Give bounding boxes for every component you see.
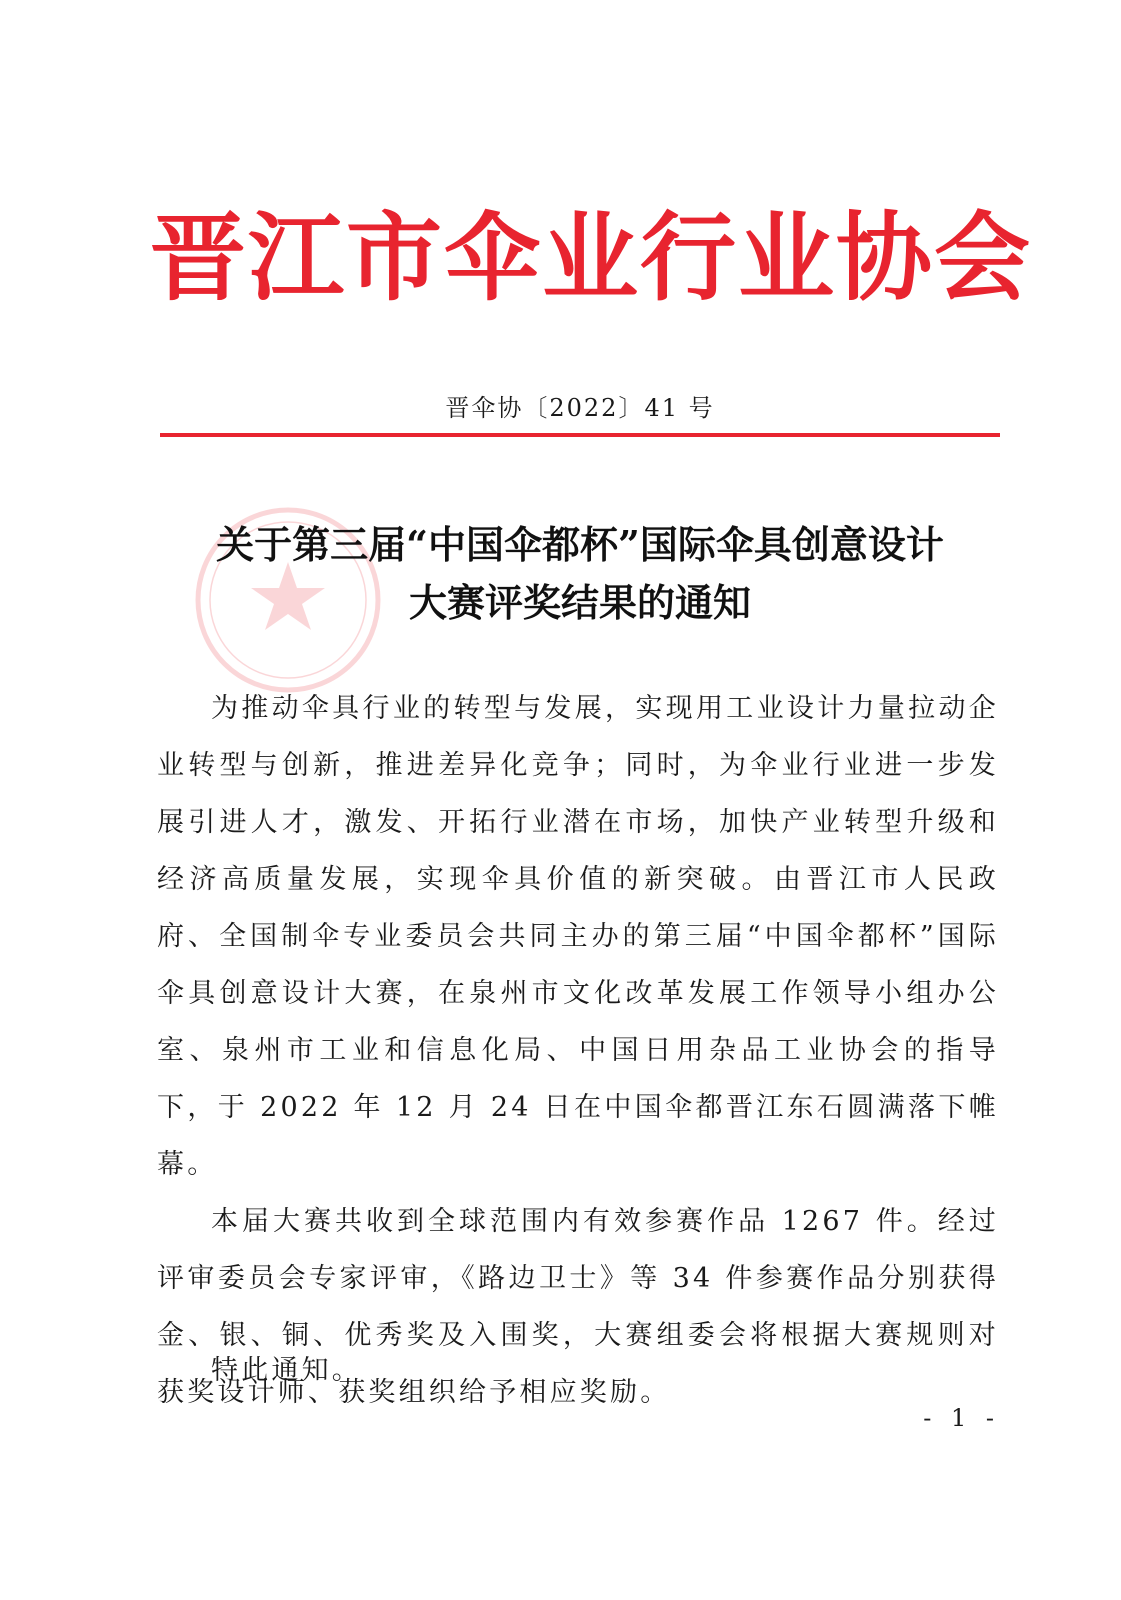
document-title xyxy=(150,516,1010,632)
organization-masthead: 晋江市伞业行业协会 xyxy=(150,201,1032,314)
red-divider-line xyxy=(160,433,1000,437)
page-number: - 1 - xyxy=(923,1404,1000,1432)
document-number: 晋伞协〔2022〕41 号 xyxy=(445,394,715,422)
body-paragraph-1: 为推动伞具行业的转型与发展，实现用工业设计力量拉动企业转型与创新，推进差异化竞争；同时，为伞业行业进一步发展引进人才，激发、开拓行业潜在市场，加快产业转型升级和经济高质量发展，实现伞具价值的新突破。由晋江市人民政府、全国制伞专业委员会共同主办的第三届“中国伞都杯”国际伞具创意设计大赛，在泉州市文化改革发展工作领导小组办公室、泉州市工业和信息化局、中国日用杂品工业协会的指导下，于 2022 年 12 月 24 日在中国伞都晋江东石圆满落下帷幕。 xyxy=(157,693,999,1180)
document-body xyxy=(157,680,999,1421)
closing-line: 特此通知。 xyxy=(211,1355,362,1386)
document-title-line-1: 关于第三届“中国伞都杯”国际伞具创意设计 xyxy=(216,522,944,567)
body-paragraph-2: 本届大赛共收到全球范围内有效参赛作品 1267 件。经过评审委员会专家评审，《路边卫士》等 34 件参赛作品分别获得金、银、铜、优秀奖及入围奖，大赛组委会将根据大赛规则对获奖设计师、获奖组织给予相应奖励。 xyxy=(157,1206,999,1408)
document-title-line-2: 大赛评奖结果的通知 xyxy=(408,580,751,625)
